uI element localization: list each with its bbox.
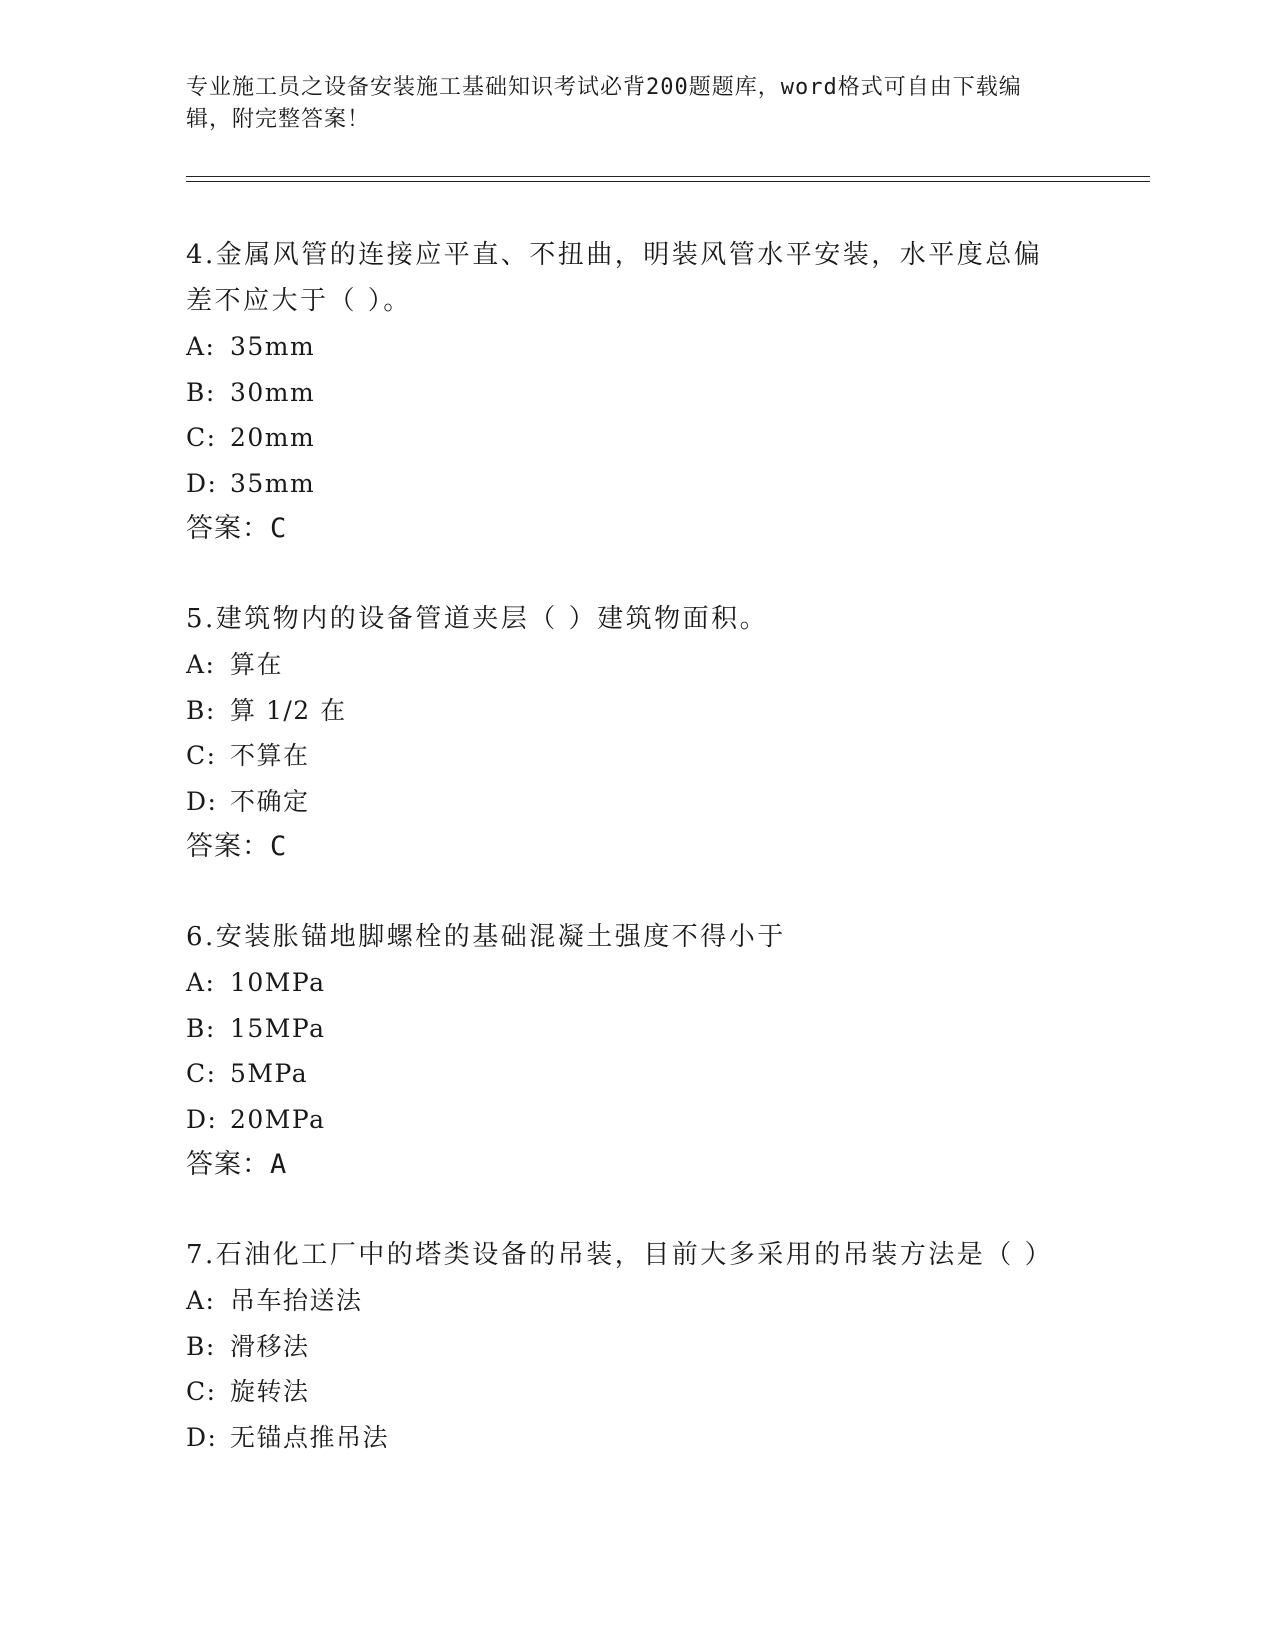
option-key: A:	[186, 1286, 216, 1315]
option-b	[186, 370, 1066, 416]
option-text: 30mm	[230, 377, 316, 407]
question-item	[186, 914, 1066, 1188]
question-stem: 6.安装胀锚地脚螺栓的基础混凝土强度不得小于	[186, 922, 786, 952]
option-c	[186, 1369, 1066, 1415]
option-key: C:	[186, 1377, 217, 1406]
question-item	[186, 1232, 1066, 1460]
option-key: B:	[186, 377, 216, 407]
question-stem: 7.石油化工厂中的塔类设备的吊装，目前大多采用的吊装方法是（ ）	[186, 1240, 1054, 1270]
option-key: D:	[186, 786, 218, 816]
option-c	[186, 415, 1066, 461]
option-a	[186, 960, 1066, 1006]
option-text: 滑移法	[230, 1331, 310, 1361]
question-stem: 5.建筑物内的设备管道夹层（ ）建筑物面积。	[186, 604, 769, 634]
option-a	[186, 324, 1066, 370]
option-d	[186, 461, 1066, 507]
option-text: 5MPa	[230, 1059, 309, 1088]
option-key: D:	[186, 1422, 218, 1452]
option-key: A:	[186, 650, 216, 679]
option-text: 20MPa	[230, 1104, 326, 1134]
option-d	[186, 779, 1066, 825]
option-key: C:	[186, 423, 217, 452]
option-a	[186, 642, 1066, 688]
option-text: 20mm	[230, 423, 316, 452]
question-item	[186, 232, 1066, 552]
option-text: 10MPa	[230, 968, 326, 997]
option-c	[186, 1051, 1066, 1097]
option-c	[186, 733, 1066, 779]
option-text: 算 1/2 在	[230, 695, 347, 725]
option-text: 吊车抬送法	[230, 1286, 363, 1315]
option-text: 15MPa	[230, 1013, 326, 1043]
option-text: 35mm	[230, 332, 316, 361]
question-stem: 4.金属风管的连接应平直、不扭曲，明装风管水平安装，水平度总偏差不应大于（ ）。	[186, 240, 1043, 316]
header-divider-bottom	[186, 181, 1150, 182]
option-text: 无锚点推吊法	[230, 1422, 390, 1452]
option-text: 算在	[230, 650, 284, 679]
option-key: D:	[186, 1104, 218, 1134]
answer-line: 答案：C	[186, 513, 288, 544]
answer-line: 答案：C	[186, 831, 288, 862]
document-header: 专业施工员之设备安装施工基础知识考试必背200题题库，word格式可自由下载编辑，附完整答案！	[186, 75, 1022, 132]
option-key: B:	[186, 1331, 216, 1361]
option-text: 35mm	[230, 468, 316, 498]
option-text: 不确定	[230, 786, 310, 816]
option-key: C:	[186, 741, 217, 770]
option-a	[186, 1278, 1066, 1324]
option-key: C:	[186, 1059, 217, 1088]
option-b	[186, 1324, 1066, 1370]
option-key: B:	[186, 1013, 216, 1043]
option-key: A:	[186, 968, 216, 997]
option-b	[186, 1006, 1066, 1052]
option-d	[186, 1415, 1066, 1461]
option-key: A:	[186, 332, 216, 361]
option-d	[186, 1097, 1066, 1143]
question-item	[186, 596, 1066, 870]
option-b	[186, 688, 1066, 734]
header-divider-top	[186, 176, 1150, 177]
answer-line: 答案：A	[186, 1149, 288, 1180]
option-key: D:	[186, 468, 218, 498]
option-text: 旋转法	[230, 1377, 310, 1406]
option-key: B:	[186, 695, 216, 725]
option-text: 不算在	[230, 741, 310, 770]
